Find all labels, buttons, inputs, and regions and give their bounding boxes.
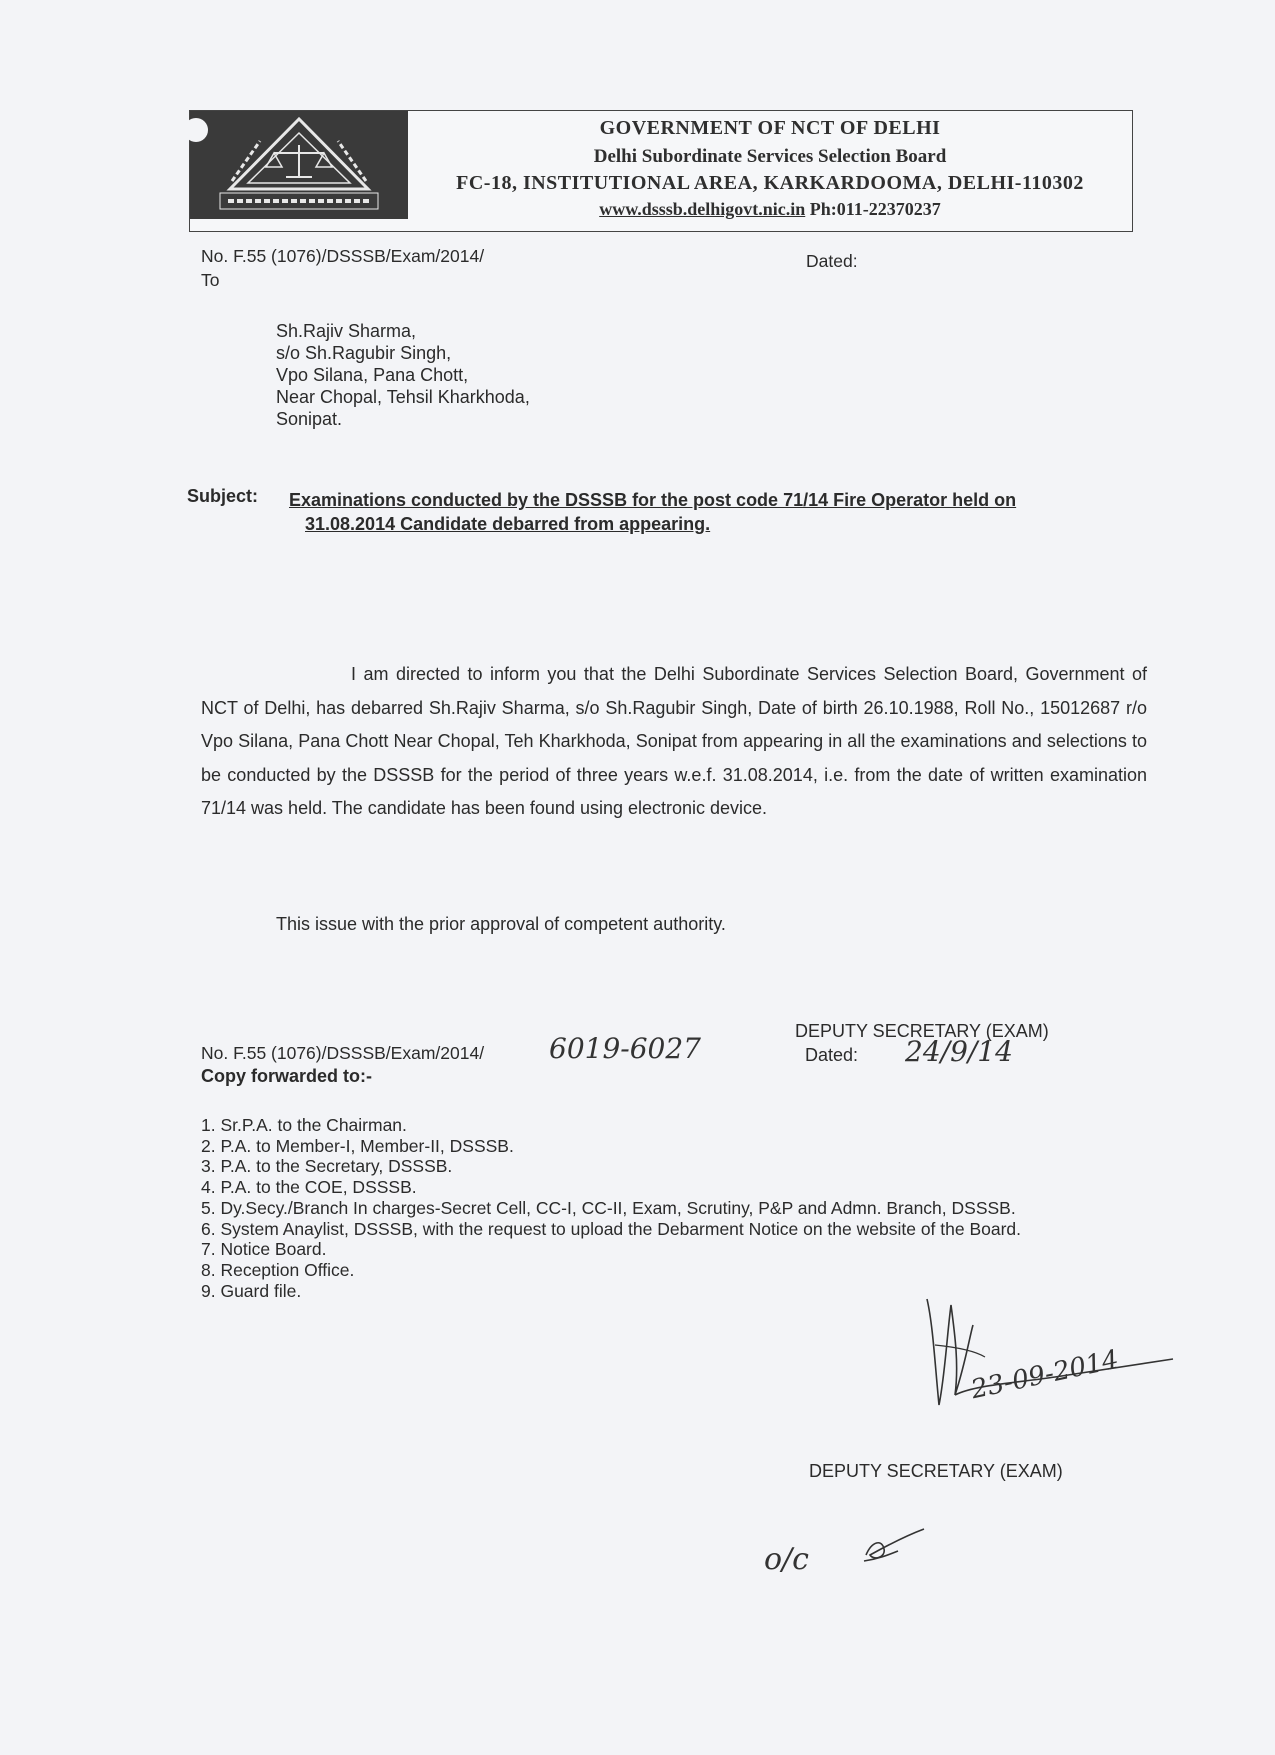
handwritten-note: o/c (764, 1542, 809, 1577)
reference-number: No. F.55 (1076)/DSSSB/Exam/2014/ (201, 246, 485, 266)
list-item: 9. Guard file. (201, 1280, 302, 1301)
copy-reference-number: No. F.55 (1076)/DSSSB/Exam/2014/ (201, 1043, 485, 1063)
approval-note: This issue with the prior approval of competent authority. (276, 914, 726, 934)
body-paragraph: I am directed to inform you that the Delhi Subordinate Services Selection Board, Government of NCT of Delhi, has debarred Sh.Rajiv Sharma, s/o Sh.Ragubir Singh, Date of birth 26.10.1988, Roll No., 15012687 r/o Vpo Silana, Pana Chott Near Chopal, Teh Kharkhoda, Sonipat from appearing in all the examinations and selections to be conducted by the DSSSB for the period of three years w.e.f. 31.08.2014, i.e. from the date of written examination 71/14 was held. The candidate has been found using electronic device. (201, 664, 1147, 818)
dated-label: Dated: (806, 251, 858, 271)
letterhead (189, 110, 1133, 232)
list-item: 6. System Anaylist, DSSSB, with the request to upload the Debarment Notice on the website of the Board. (201, 1218, 1022, 1239)
list-item: 1. Sr.P.A. to the Chairman. (201, 1115, 407, 1135)
letterhead-text (408, 111, 1132, 220)
board-name: Delhi Subordinate Services Selection Board (593, 146, 947, 167)
board-address: FC-18, INSTITUTIONAL AREA, KARKARDOOMA, DELHI-110302 (456, 172, 1084, 194)
handwritten-reference: 6019-6027 (549, 1032, 701, 1065)
subject-line-2: 31.08.2014 Candidate debarred from appearing. (305, 514, 711, 534)
dsssb-logo (190, 111, 408, 219)
handwritten-date: 24/9/14 (905, 1035, 1013, 1068)
copy-dated-label: Dated: (805, 1045, 859, 1065)
list-item: 3. P.A. to the Secretary, DSSSB. (201, 1156, 453, 1177)
list-item: 5. Dy.Secy./Branch In charges-Secret Cell, CC-I, CC-II, Exam, Scrutiny, P&P and Admn. Branch, DSSSB. (201, 1197, 1016, 1218)
signatory-title: DEPUTY SECRETARY (EXAM) (795, 1021, 1049, 1041)
government-title: GOVERNMENT OF NCT OF DELHI (599, 117, 941, 139)
signatory-title: DEPUTY SECRETARY (EXAM) (809, 1461, 1063, 1481)
contact-line (408, 199, 1132, 220)
signature-date: 23-09-2014 (968, 1344, 1122, 1406)
subject-line-1: Examinations conducted by the DSSSB for the post code 71/14 Fire Operator held on (289, 490, 1017, 510)
phone-number: Ph:011-22370237 (809, 199, 941, 219)
to-label: To (201, 270, 220, 290)
distribution-list (201, 1115, 1147, 1301)
logo-emblem-icon (190, 111, 408, 219)
address-line: Sh.Rajiv Sharma, (276, 321, 417, 341)
list-item: 4. P.A. to the COE, DSSSB. (201, 1177, 417, 1198)
copy-forwarded-heading: Copy forwarded to:- (201, 1066, 372, 1086)
address-line: Sonipat. (276, 409, 343, 429)
address-line: Vpo Silana, Pana Chott, (276, 365, 469, 385)
punch-hole (184, 118, 208, 142)
initials-scribble (858, 1525, 928, 1570)
list-item: 8. Reception Office. (201, 1259, 355, 1280)
website-link[interactable]: www.dsssb.delhigovt.nic.in (599, 199, 806, 219)
recipient-address (276, 320, 530, 430)
subject-label: Subject: (187, 486, 259, 506)
address-line: Near Chopal, Tehsil Kharkhoda, (276, 387, 530, 407)
address-line: s/o Sh.Ragubir Singh, (276, 343, 452, 363)
list-item: 2. P.A. to Member-I, Member-II, DSSSB. (201, 1135, 514, 1156)
list-item: 7. Notice Board. (201, 1239, 327, 1260)
